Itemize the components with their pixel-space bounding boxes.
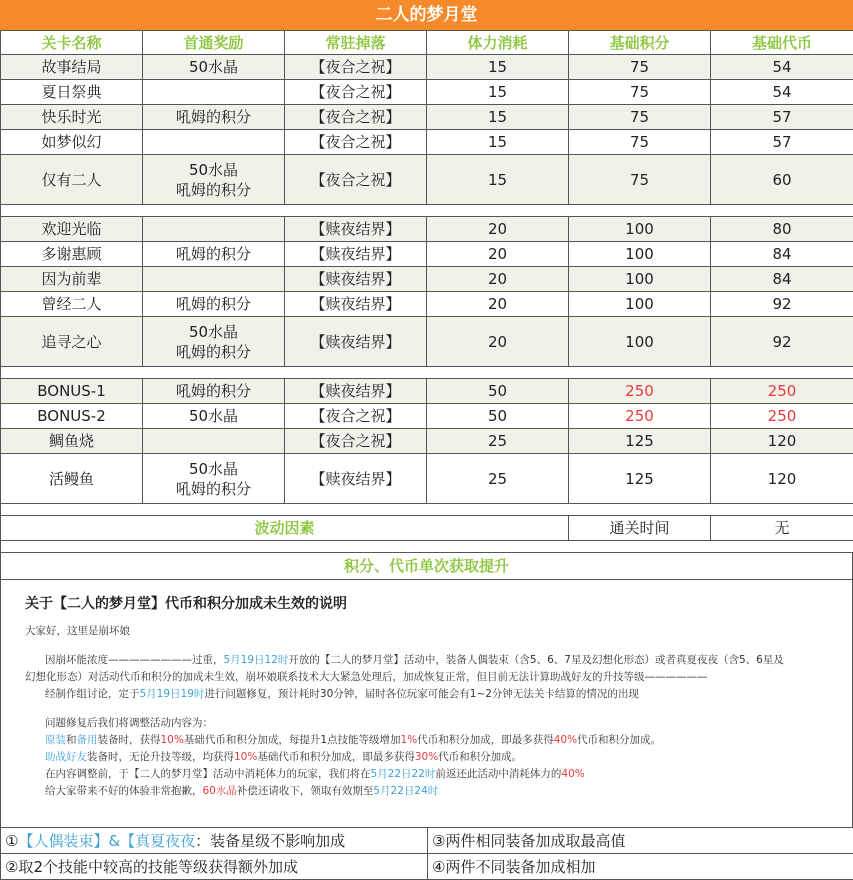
drop: 【夜合之祝】 [285,80,427,105]
stamina: 20 [427,242,569,267]
stage-name: 快乐时光 [1,105,143,130]
table-row [1,130,853,155]
drop: 【夜合之祝】 [285,429,427,454]
fluctuation-row [1,516,853,541]
tokens: 84 [711,267,853,292]
table-row [1,155,853,205]
tokens: 57 [711,105,853,130]
first-reward [143,429,285,454]
stage-name: 欢迎光临 [1,217,143,242]
drop: 【赎夜结界】 [285,379,427,404]
text-span: 进行问题修复，预计耗时30分钟，届时各位玩家可能会有1~2分钟无法关卡结算的情况的出现 [204,688,639,700]
tokens: 54 [711,55,853,80]
tokens: 84 [711,242,853,267]
first-reward [143,454,285,504]
stamina: 20 [427,267,569,292]
notice-heading: 关于【二人的梦月堂】代币和积分加成未生效的说明 [25,596,347,612]
footer-note-4: ④两件不同装备加成相加 [428,854,853,880]
reward-line: 50水晶 [188,160,239,179]
text-span: 装备时，获得 [97,734,161,746]
tokens: 250 [711,379,853,404]
tokens: 120 [711,454,853,504]
drop: 【赎夜结界】 [285,217,427,242]
drop: 【夜合之祝】 [285,404,427,429]
text-span: 装备时，无论升技等级，均获得 [87,751,234,763]
points: 100 [569,292,711,317]
stage-name: 如梦似幻 [1,130,143,155]
highlight-reward: 60水晶 [202,785,237,797]
highlight-percent: 40% [553,734,578,746]
stage-name: 多谢惠顾 [1,242,143,267]
header-first-reward: 首通奖励 [143,31,285,55]
table-header-row [1,31,853,55]
drop: 【赎夜结界】 [285,242,427,267]
points: 250 [569,404,711,429]
stamina: 15 [427,130,569,155]
first-reward [143,80,285,105]
table-row [1,267,853,292]
clear-time-label: 通关时间 [569,516,711,541]
stage-name: 仅有二人 [1,155,143,205]
reward-line: 吼姆的积分 [175,342,251,361]
drop: 【赎夜结界】 [285,317,427,367]
notice-paragraph-2 [25,686,828,703]
notice-line-2 [25,749,828,766]
table-row [1,242,853,267]
header-drop: 常驻掉落 [285,31,427,55]
points: 100 [569,242,711,267]
table-row [1,404,853,429]
clear-time-value: 无 [711,516,853,541]
table-row [1,454,853,504]
notice-paragraph-1-cont: 幻想化形态）对活动代币和积分的加成未生效，崩坏娘联系技术大大紧急处理后，加成恢复正常，但目前无法计算助战好友的升技等级—————— [25,671,708,683]
table-row [1,429,853,454]
header-stamina: 体力消耗 [427,31,569,55]
text-span: 代币和积分加成。 [438,751,523,763]
table-row [1,55,853,80]
stage-name: 因为前辈 [1,267,143,292]
stage-name: 鲷鱼烧 [1,429,143,454]
points: 100 [569,217,711,242]
drop: 【夜合之祝】 [285,130,427,155]
header-points: 基础积分 [569,31,711,55]
first-reward: 吼姆的积分 [143,292,285,317]
stamina: 50 [427,404,569,429]
text-span: ：装备星级不影响加成 [195,832,346,850]
highlight-percent: 10% [234,751,258,763]
section-title: 积分、代币单次获取提升 [0,553,853,580]
tokens: 57 [711,130,853,155]
points: 250 [569,379,711,404]
spacer-row [1,541,853,553]
first-reward: 50水晶 [143,404,285,429]
points: 75 [569,105,711,130]
points: 75 [569,80,711,105]
stamina: 15 [427,155,569,205]
tokens: 80 [711,217,853,242]
table-row [1,379,853,404]
highlight-date: 5月22日24时 [373,785,439,797]
fluctuation-label: 波动因素 [1,516,569,541]
table-row [1,105,853,130]
highlight-percent: 40% [561,768,585,780]
spacer-row [1,367,853,379]
reward-line: 50水晶 [188,322,239,341]
spacer-row [1,205,853,217]
stamina: 50 [427,379,569,404]
notice-greeting: 大家好，这里是崩坏娘 [25,625,130,637]
text-span: 代币和积分加成，即最多获得 [417,734,554,746]
stamina: 20 [427,317,569,367]
page-title: 二人的梦月堂 [0,0,853,30]
text-span: 基础代币和积分加成，每提升1点技能等级增加 [183,734,401,746]
table-row [1,80,853,105]
notice-panel [0,580,853,827]
text-span: ① [5,832,19,850]
tokens: 60 [711,155,853,205]
highlight-text: 备用 [76,734,98,746]
points: 100 [569,317,711,367]
points: 75 [569,155,711,205]
stage-name: 活鳗鱼 [1,454,143,504]
stamina: 25 [427,429,569,454]
highlight-text: 【人偶装束】&【真夏夜夜 [18,832,196,850]
text-span: 开放的【二人的梦月堂】活动中，装备人偶装束（含5、6、7星及幻想化形态）或者真夏夜夜（含5、6星及 [288,654,784,666]
footer-note-3: ③两件相同装备加成取最高值 [428,828,853,854]
reward-line: 吼姆的积分 [175,479,251,498]
first-reward [143,317,285,367]
reward-line: 吼姆的积分 [175,180,251,199]
stamina: 15 [427,80,569,105]
first-reward: 吼姆的积分 [143,242,285,267]
spacer-row [1,504,853,516]
first-reward [143,217,285,242]
drop: 【赎夜结界】 [285,292,427,317]
drop: 【夜合之祝】 [285,155,427,205]
highlight-percent: 10% [160,734,184,746]
footer-row [1,854,853,880]
notice-paragraph-1 [25,652,828,669]
text-span: 经制作组讨论，定于 [45,688,140,700]
tokens: 54 [711,80,853,105]
stage-table [0,30,853,553]
stamina: 15 [427,105,569,130]
points: 75 [569,55,711,80]
stage-name: 故事结局 [1,55,143,80]
stage-name: BONUS-1 [1,379,143,404]
tokens: 250 [711,404,853,429]
stamina: 20 [427,217,569,242]
text-span: 补偿还请收下，领取有效期至 [236,785,374,797]
highlight-percent: 30% [414,751,439,763]
table-row [1,292,853,317]
first-reward: 吼姆的积分 [143,105,285,130]
tokens: 92 [711,292,853,317]
stage-name: 夏日祭典 [1,80,143,105]
first-reward [143,155,285,205]
text-span: 因崩坏能浓度————————过重， [45,654,224,666]
first-reward: 50水晶 [143,55,285,80]
stage-name: BONUS-2 [1,404,143,429]
header-tokens: 基础代币 [711,31,853,55]
stage-name: 曾经二人 [1,292,143,317]
first-reward [143,267,285,292]
header-stage-name: 关卡名称 [1,31,143,55]
drop: 【夜合之祝】 [285,105,427,130]
highlight-text: 助战好友 [45,751,87,763]
table-row [1,217,853,242]
reward-line: 50水晶 [188,459,239,478]
text-span: 前返还此活动中消耗体力的 [435,768,562,780]
footer-note-1 [1,828,428,854]
first-reward: 吼姆的积分 [143,379,285,404]
notice-line-3 [25,766,828,783]
stamina: 20 [427,292,569,317]
table-row [1,317,853,367]
highlight-date: 5月19日19时 [139,688,205,700]
highlight-percent: 1% [400,734,418,746]
footer-row [1,828,853,854]
footer-table [0,827,853,880]
stamina: 15 [427,55,569,80]
points: 125 [569,454,711,504]
drop: 【赎夜结界】 [285,454,427,504]
text-span: 和 [66,734,77,746]
drop: 【赎夜结界】 [285,267,427,292]
stamina: 25 [427,454,569,504]
first-reward [143,130,285,155]
notice-paragraph-3: 问题修复后我们将调整活动内容为： [45,717,213,729]
footer-note-2: ②取2个技能中较高的技能等级获得额外加成 [1,854,428,880]
drop: 【夜合之祝】 [285,55,427,80]
notice-line-4 [25,783,828,800]
tokens: 92 [711,317,853,367]
notice-line-1 [25,732,828,749]
text-span: 代币和积分加成。 [577,734,662,746]
text-span: 给大家带来不好的体验非常抱歉， [45,785,203,797]
text-span: 在内容调整前，于【二人的梦月堂】活动中消耗体力的玩家，我们将在 [45,768,371,780]
highlight-date: 5月22日22时 [370,768,436,780]
highlight-date: 5月19日12时 [223,654,289,666]
highlight-text: 原装 [45,734,66,746]
points: 125 [569,429,711,454]
tokens: 120 [711,429,853,454]
text-span: 基础代币和积分加成，即最多获得 [257,751,415,763]
points: 75 [569,130,711,155]
stage-name: 追寻之心 [1,317,143,367]
points: 100 [569,267,711,292]
